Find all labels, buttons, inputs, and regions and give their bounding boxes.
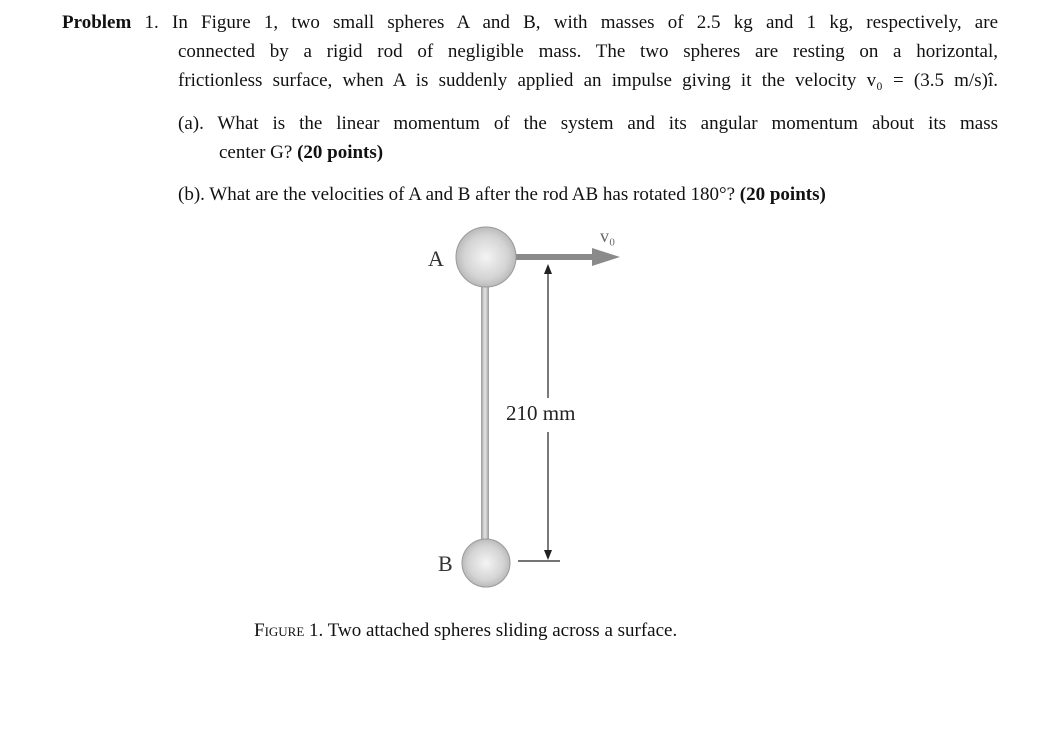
problem-number: 1. xyxy=(144,12,159,33)
part-a-points: (20 points) xyxy=(297,142,384,163)
rod xyxy=(481,262,489,562)
problem-statement xyxy=(62,8,998,95)
velocity-arrow-shaft xyxy=(510,254,600,260)
sphere-a-label: A xyxy=(428,246,444,271)
figure-1 xyxy=(420,222,640,592)
part-b-points: (20 points) xyxy=(739,184,826,205)
figure-caption xyxy=(254,616,677,645)
problem-label: Problem xyxy=(62,12,132,33)
problem-line-2: connected by a rigid rod of negligible mass. The two spheres are resting on a horizontal, xyxy=(178,41,998,62)
part-b-text: (b). What are the velocities of A and B after the rod AB has rotated 180°? xyxy=(178,184,736,205)
sphere-b-label: B xyxy=(438,551,453,576)
sphere-b xyxy=(462,539,510,587)
velocity-label: v₀ xyxy=(600,226,616,246)
caption-text: 1. Two attached spheres sliding across a surface. xyxy=(304,620,678,641)
part-a-line-2-text: center G? xyxy=(219,142,293,163)
dimension-label: 210 mm xyxy=(506,401,576,425)
velocity-arrow-head xyxy=(592,248,620,266)
problem-line-1 xyxy=(62,8,998,37)
part-a xyxy=(178,109,998,167)
part-a-line-2 xyxy=(178,138,998,167)
problem-line-1-text: In Figure 1, two small spheres A and B, with masses of 2.5 kg and 1 kg, respectively, are xyxy=(172,12,998,33)
problem-line-3: frictionless surface, when A is suddenly applied an impulse giving it the velocity v₀ = (3.5 m/s)î. xyxy=(178,70,998,91)
sphere-a xyxy=(456,227,516,287)
dimension-arrow-top xyxy=(544,264,552,274)
dimension-arrow-bottom xyxy=(544,550,552,560)
caption-prefix: Figure xyxy=(254,620,305,641)
part-a-line-1: (a). What is the linear momentum of the system and its angular momentum about its mass xyxy=(178,113,998,134)
part-b xyxy=(178,180,998,209)
